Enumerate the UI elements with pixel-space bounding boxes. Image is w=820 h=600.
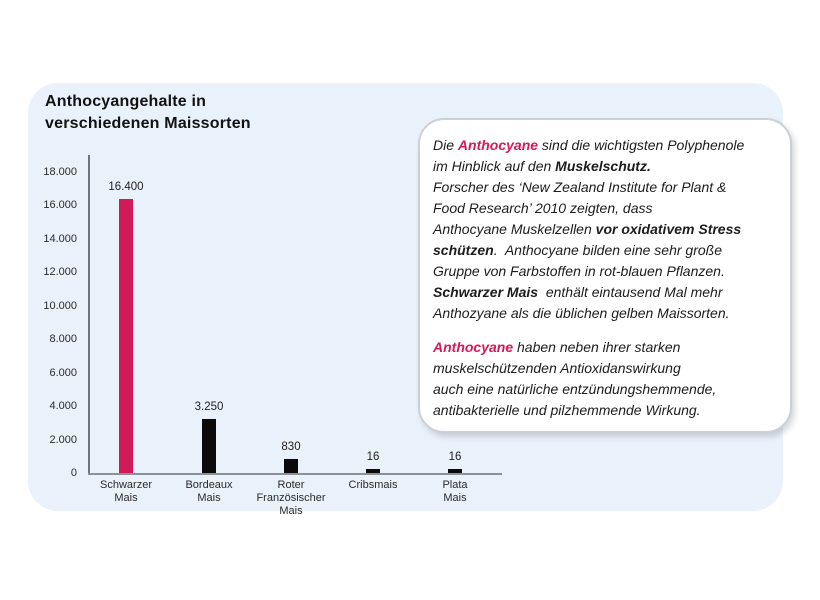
y-tick-label: 16.000 (43, 199, 77, 212)
info-text-segment: vor oxidativem Stress (595, 221, 742, 237)
y-tick-label: 2.000 (49, 433, 77, 446)
bar-4 (448, 469, 462, 473)
accent-text: Anthocyane (457, 137, 539, 153)
bar-value-label: 16 (448, 451, 462, 463)
info-text-segment: auch eine natürliche entzündungshemmende, (433, 381, 717, 397)
y-tick-label: 8.000 (49, 333, 77, 346)
info-text-segment: Gruppe von Farbstoffen in rot-blauen Pflanzen. (433, 263, 725, 279)
info-line (433, 337, 778, 358)
info-line (433, 156, 778, 177)
info-line (433, 240, 778, 261)
bar-value-label: 16.400 (108, 181, 144, 193)
info-text-segment: enthält eintausend Mal mehr (538, 284, 723, 300)
y-tick-label: 0 (70, 467, 77, 479)
info-text-segment: sind die wichtigsten Polyphenole (538, 137, 745, 153)
y-tick-label: 12.000 (43, 266, 77, 279)
info-line (433, 219, 778, 240)
category-label: Roter Französischer Mais (256, 479, 326, 517)
info-text-segment: Forscher des ‘New Zealand Institute for Plant & (433, 179, 727, 195)
y-tick-label: 10.000 (43, 299, 77, 312)
info-text-segment: Die (433, 137, 458, 153)
category-label: Cribsmais (348, 479, 398, 491)
accent-text: Anthocyane (433, 339, 514, 355)
info-paragraph (433, 135, 778, 324)
info-line (433, 358, 778, 379)
bar-value-label: 3.250 (194, 401, 224, 413)
y-tick-label: 6.000 (49, 366, 77, 379)
info-text-segment: Anthozyane als die üblichen gelben Maissorten. (433, 305, 730, 321)
info-box (418, 118, 792, 433)
info-text-segment: Muskelschutz. (555, 158, 651, 174)
category-label: Schwarzer Mais (100, 479, 152, 504)
bar-value-label: 830 (281, 441, 301, 453)
chart-title-line-1: Anthocyangehalte in (45, 93, 207, 110)
info-line (433, 198, 778, 219)
info-line (433, 261, 778, 282)
chart-title-line-2: verschiedenen Maissorten (45, 115, 251, 132)
info-text-segment: Food Research’ 2010 zeigten, dass (433, 200, 653, 216)
info-line (433, 177, 778, 198)
x-axis-line (88, 473, 502, 475)
info-line (433, 135, 778, 156)
info-text-segment: Schwarzer Mais (433, 284, 539, 300)
y-axis-line (88, 155, 90, 475)
info-text-segment: muskelschützenden Antioxidanswirkung (433, 360, 681, 376)
info-text-segment: im Hinblick auf den (433, 158, 556, 174)
info-paragraph (433, 337, 778, 421)
info-text-segment: schützen (433, 242, 494, 258)
bar-2 (284, 459, 298, 473)
info-text (433, 135, 778, 421)
info-line (433, 282, 778, 303)
chart-title (45, 91, 251, 135)
info-line (433, 400, 778, 421)
info-text-segment: Anthocyane Muskelzellen (433, 221, 596, 237)
bar-1 (202, 419, 216, 473)
y-tick-label: 4.000 (49, 400, 77, 413)
y-tick-label: 14.000 (43, 232, 77, 245)
info-text-segment: . Anthocyane bilden eine sehr große (493, 242, 722, 258)
info-text-segment: haben neben ihrer starken (513, 339, 681, 355)
bar-value-label: 16 (366, 451, 380, 463)
y-tick-label: 18.000 (43, 166, 77, 178)
info-line (433, 303, 778, 324)
info-line (433, 379, 778, 400)
info-text-segment: antibakterielle und pilzhemmende Wirkung. (433, 402, 701, 418)
bar-3 (366, 469, 380, 473)
category-label: Plata Mais (442, 479, 468, 504)
bar-0 (119, 199, 133, 473)
category-label: Bordeaux Mais (185, 479, 233, 504)
